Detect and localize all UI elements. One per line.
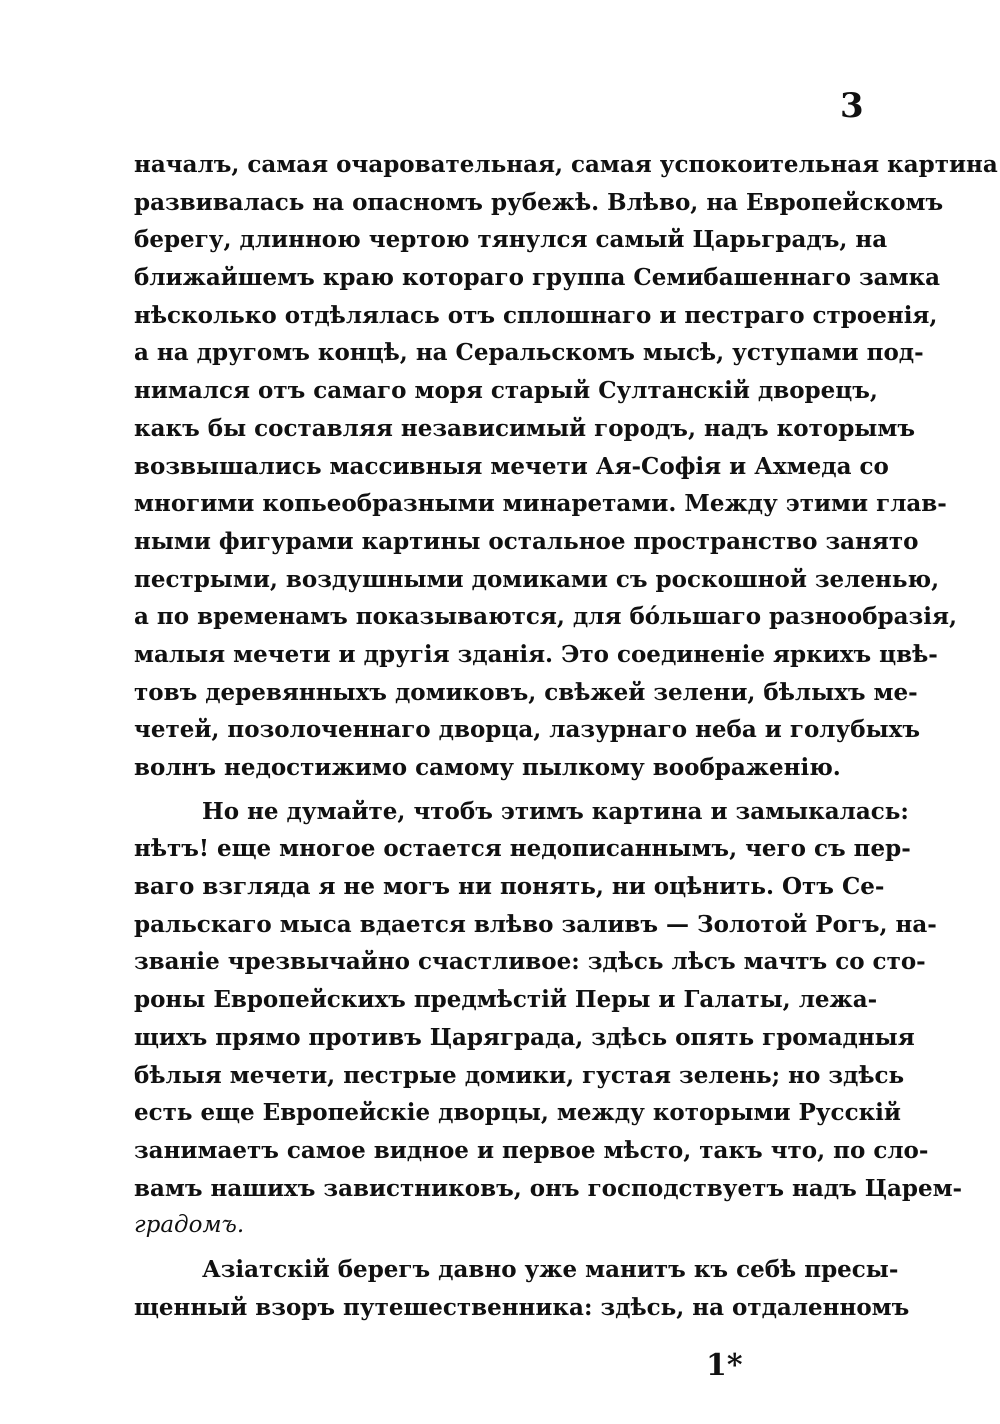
text-line: ными фигурами картины остальное пространство занято: [134, 527, 919, 555]
text-line: развивалась на опасномъ рубежѣ. Влѣво, на Европейскомъ: [134, 188, 944, 216]
text-line: малыя мечети и другія зданія. Это соединеніе яркихъ цвѣ-: [134, 640, 938, 668]
text-line: щенный взоръ путешественника: здѣсь, на отдаленномъ: [134, 1293, 910, 1321]
text-line: какъ бы составляя независимый городъ, надъ которымъ: [134, 414, 915, 442]
text-line: ральскаго мыса вдается влѣво заливъ — Золотой Рогъ, на-: [134, 910, 937, 938]
text-line: роны Европейскихъ предмѣстій Перы и Галаты, лежа-: [134, 986, 878, 1014]
text-line: градомъ.: [134, 1212, 245, 1239]
paragraph-start-line: Азіатскій берегъ давно уже манитъ къ себѣ пресы-: [202, 1255, 899, 1283]
text-line: возвышались массивныя мечети Ая-Софія и Ахмеда со: [134, 452, 889, 480]
text-line: волнъ недостижимо самому пылкому воображенію.: [134, 754, 841, 781]
text-line: щихъ прямо противъ Царяграда, здѣсь опять громадныя: [134, 1023, 915, 1051]
text-line: четей, позолоченнаго дворца, лазурнаго неба и голубыхъ: [134, 716, 920, 744]
text-line: есть еще Европейскіе дворцы, между которыми Русскій: [134, 1099, 901, 1127]
text-line: нимался отъ самаго моря старый Султанскій дворецъ,: [134, 377, 878, 405]
body-text: [134, 146, 998, 1326]
text-line: нѣтъ! еще многое остается недописаннымъ, чего съ пер-: [134, 835, 911, 863]
text-line: ближайшемъ краю котораго группа Семибашеннаго замка: [134, 264, 941, 292]
text-line: а на другомъ концѣ, на Серальскомъ мысѣ, уступами под-: [134, 339, 924, 367]
text-line: берегу, длинною чертою тянулся самый Царьградъ, на: [134, 226, 888, 254]
text-line: ваго взгляда я не могъ ни понять, ни оцѣнить. Отъ Се-: [134, 873, 885, 901]
paragraph-start-line: Но не думайте, чтобъ этимъ картина и замыкалась:: [202, 797, 909, 825]
text-line: нѣсколько отдѣлялась отъ сплошнаго и пестраго строенія,: [134, 301, 938, 329]
text-line: многими копьеобразными минаретами. Между этими глав-: [134, 490, 947, 518]
text-line: занимаетъ самое видное и первое мѣсто, такъ что, по сло-: [134, 1136, 929, 1164]
text-line: вамъ нашихъ завистниковъ, онъ господствуетъ надъ Царем-: [134, 1174, 963, 1202]
text-line: началъ, самая очаровательная, самая успокоительная картина: [134, 151, 998, 178]
signature-mark: 1*: [706, 1348, 743, 1383]
text-line: а по временамъ показываются, для бо́льшаго разнообразія,: [134, 603, 957, 631]
text-line: званіе чрезвычайно счастливое: здѣсь лѣсъ мачтъ со сто-: [134, 948, 926, 976]
text-line: бѣлыя мечети, пестрые домики, густая зелень; но здѣсь: [134, 1061, 905, 1089]
text-line: товъ деревянныхъ домиковъ, свѣжей зелени, бѣлыхъ ме-: [134, 678, 918, 706]
page-number: 3: [840, 86, 864, 126]
text-line: пестрыми, воздушными домиками съ роскошной зеленью,: [134, 565, 940, 593]
